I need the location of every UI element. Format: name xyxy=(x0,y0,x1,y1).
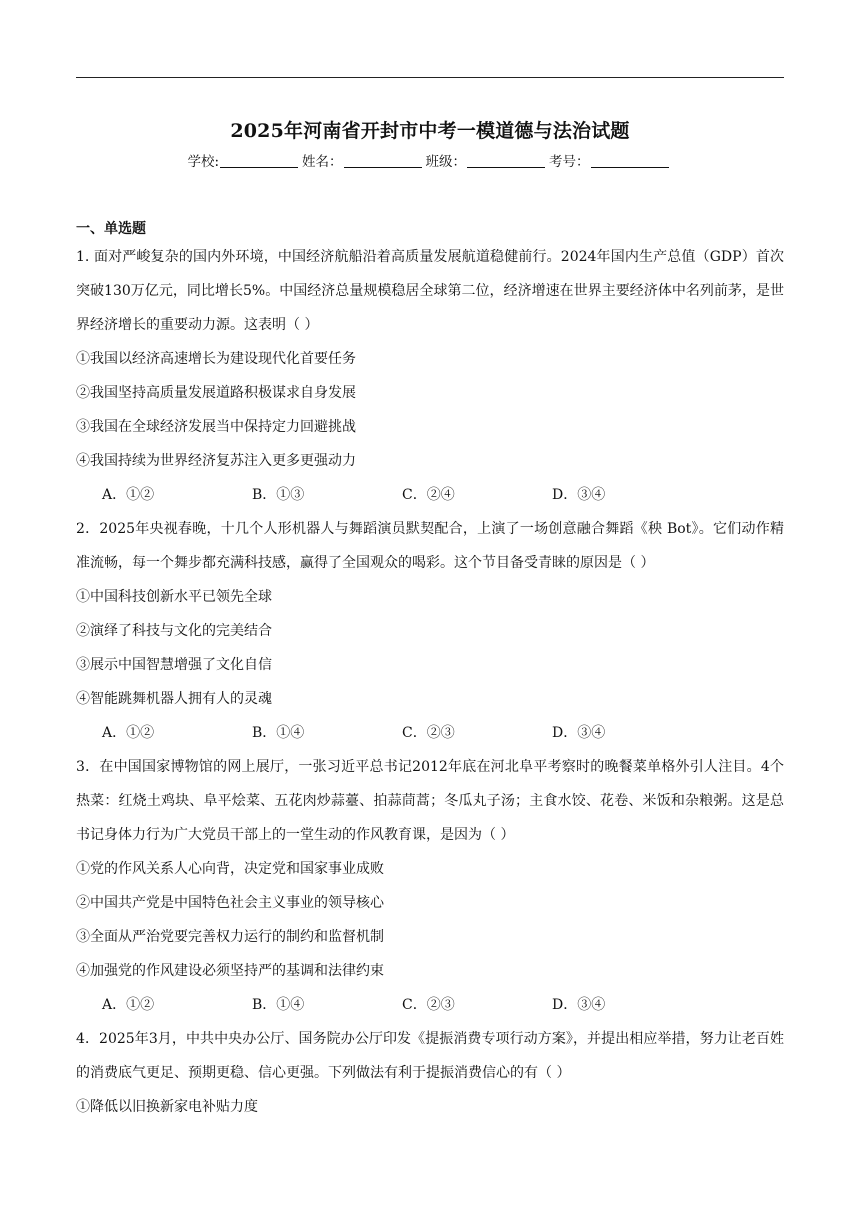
exam-content xyxy=(76,210,784,1124)
choice-c[interactable]: C．②③ xyxy=(402,725,455,741)
exam-no-blank[interactable] xyxy=(591,154,669,168)
question-1 xyxy=(76,240,784,512)
question-stem: 1. 面对严峻复杂的国内外环境，中国经济航船沿着高质量发展航道稳健前行。2024年国内生产总值（GDP）首次突破130万亿元，同比增长5%。中国经济总量规模稳居全球第二位，经济增速在世界主要经济体中名列前茅，是世界经济增长的重要动力源。这表明（ ） xyxy=(76,249,784,333)
class-label: 班级： xyxy=(425,154,467,170)
section-title: 一、单选题 xyxy=(76,221,146,237)
statement: ①降低以旧换新家电补贴力度 xyxy=(76,1099,258,1115)
name-blank[interactable] xyxy=(344,154,422,168)
header-rule xyxy=(76,77,784,78)
question-3 xyxy=(76,750,784,1022)
statement: ②演绎了科技与文化的完美结合 xyxy=(76,623,272,639)
question-4 xyxy=(76,1022,784,1124)
statement: ④我国持续为世界经济复苏注入更多更强动力 xyxy=(76,453,356,469)
choice-a[interactable]: A．①② xyxy=(102,725,155,741)
choice-c[interactable]: C．②④ xyxy=(402,487,455,503)
statement: ①中国科技创新水平已领先全球 xyxy=(76,589,272,605)
choice-d[interactable]: D．③④ xyxy=(552,725,606,741)
class-blank[interactable] xyxy=(467,154,545,168)
question-stem: 3．在中国国家博物馆的网上展厅，一张习近平总书记2012年底在河北阜平考察时的晚餐菜单格外引人注目。4个热菜：红烧土鸡块、阜平烩菜、五花肉炒蒜薹、拍蒜茼蒿；冬瓜丸子汤；主食水饺、花卷、米饭和杂粮粥。这是总书记身体力行为广大党员干部上的一堂生动的作风教育课，是因为（ ） xyxy=(76,759,784,843)
school-label: 学校: xyxy=(187,154,220,170)
statement: ④智能跳舞机器人拥有人的灵魂 xyxy=(76,691,272,707)
statement: ①党的作风关系人心向背，决定党和国家事业成败 xyxy=(76,861,384,877)
school-blank[interactable] xyxy=(220,154,298,168)
exam-title: 2025年河南省开封市中考一模道德与法治试题 xyxy=(230,120,630,142)
statement: ③全面从严治党要完善权力运行的制约和监督机制 xyxy=(76,929,384,945)
choice-a[interactable]: A．①② xyxy=(102,487,155,503)
statement: ③我国在全球经济发展当中保持定力回避挑战 xyxy=(76,419,356,435)
statement: ②中国共产党是中国特色社会主义事业的领导核心 xyxy=(76,895,384,911)
choice-b[interactable]: B．①③ xyxy=(252,487,305,503)
question-stem: 4．2025年3月，中共中央办公厅、国务院办公厅印发《提振消费专项行动方案》，并提出相应举措，努力让老百姓的消费底气更足、预期更稳、信心更强。下列做法有利于提振消费信心的有（ ） xyxy=(76,1031,784,1081)
choice-c[interactable]: C．②③ xyxy=(402,997,455,1013)
answer-choices xyxy=(76,478,784,512)
question-2 xyxy=(76,512,784,750)
choice-a[interactable]: A．①② xyxy=(102,997,155,1013)
answer-choices xyxy=(76,988,784,1022)
statement: ③展示中国智慧增强了文化自信 xyxy=(76,657,272,673)
name-label: 姓名： xyxy=(302,154,343,170)
statement: ②我国坚持高质量发展道路积极谋求自身发展 xyxy=(76,385,356,401)
statement: ④加强党的作风建设必须坚持严的基调和法律约束 xyxy=(76,963,384,979)
question-stem: 2．2025年央视春晚，十几个人形机器人与舞蹈演员默契配合，上演了一场创意融合舞蹈《秧 Bot》。它们动作精准流畅，每一个舞步都充满科技感，赢得了全国观众的喝彩。这个节目备受青睐的原因是（ ） xyxy=(76,521,784,571)
statement: ①我国以经济高速增长为建设现代化首要任务 xyxy=(76,351,356,367)
choice-d[interactable]: D．③④ xyxy=(552,487,606,503)
exam-no-label: 考号： xyxy=(549,154,590,170)
student-info-line xyxy=(0,150,860,170)
choice-b[interactable]: B．①④ xyxy=(252,997,305,1013)
choice-b[interactable]: B．①④ xyxy=(252,725,305,741)
choice-d[interactable]: D．③④ xyxy=(552,997,606,1013)
answer-choices xyxy=(76,716,784,750)
